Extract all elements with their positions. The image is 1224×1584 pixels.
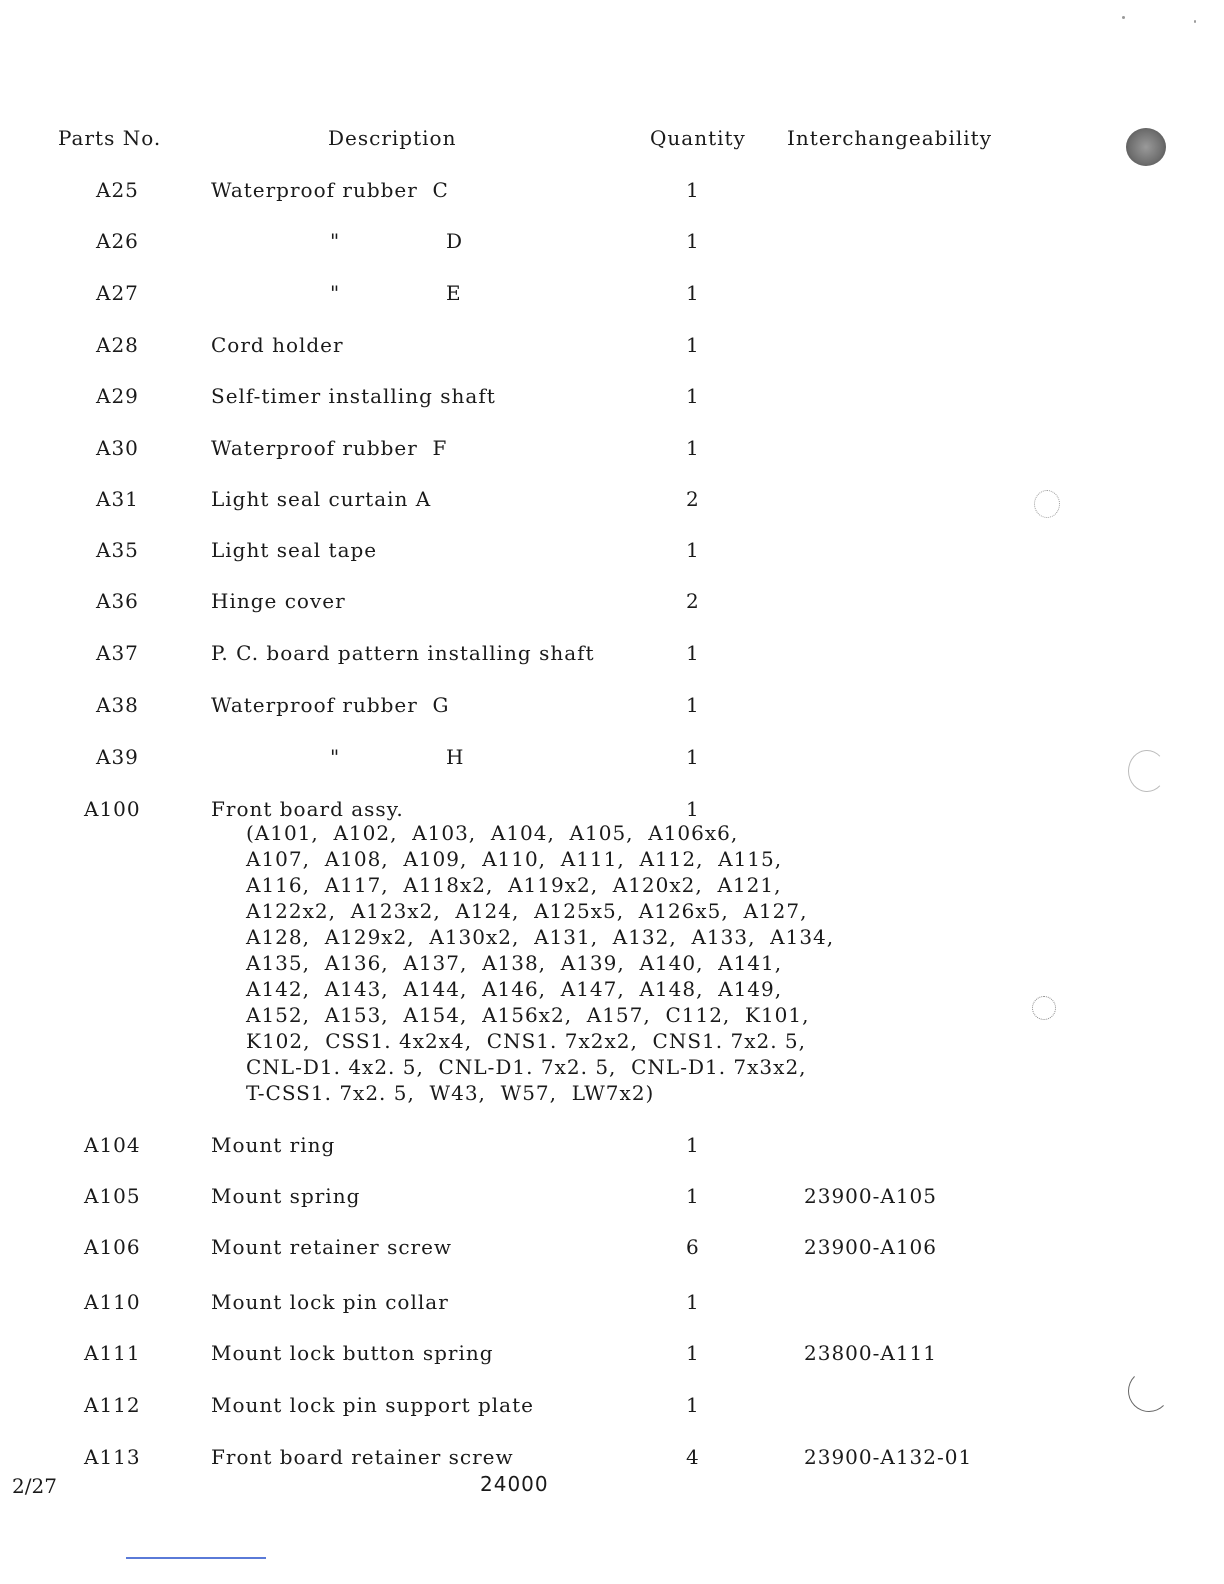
- table-row: [0, 1235, 1224, 1265]
- component-line: A128, A129x2, A130x2, A131, A132, A133, A134,: [246, 925, 835, 949]
- bottom-rule-line: [126, 1557, 266, 1559]
- part-quantity: 1: [686, 229, 700, 253]
- part-number: A28: [96, 333, 139, 357]
- part-description: Mount lock button spring: [211, 1341, 494, 1365]
- table-row: [0, 1445, 1224, 1475]
- punch-hole-mark: [1126, 128, 1166, 166]
- part-description: Waterproof rubber G: [211, 693, 450, 717]
- part-description: Light seal tape: [211, 538, 378, 562]
- part-quantity: 1: [686, 1184, 700, 1208]
- component-line: A116, A117, A118x2, A119x2, A120x2, A121,: [246, 873, 782, 897]
- part-quantity: 1: [686, 384, 700, 408]
- table-row: [0, 384, 1224, 414]
- interchangeability-code: 23800-A111: [804, 1341, 937, 1365]
- table-row: [0, 641, 1224, 671]
- page-number: 2/27: [12, 1474, 57, 1498]
- component-line: A152, A153, A154, A156x2, A157, C112, K101,: [246, 1003, 810, 1027]
- part-quantity: 1: [686, 333, 700, 357]
- table-row: [0, 178, 1224, 208]
- part-number: A31: [96, 487, 139, 511]
- punch-hole-mark: [1128, 1370, 1170, 1412]
- scan-speck: [1122, 16, 1125, 19]
- part-quantity: 1: [686, 1133, 700, 1157]
- part-number: A36: [96, 589, 139, 613]
- part-number: A100: [84, 797, 141, 821]
- header-interchangeability: Interchangeability: [787, 126, 992, 150]
- part-number: A39: [96, 745, 139, 769]
- part-number: A37: [96, 641, 139, 665]
- part-number: A111: [84, 1341, 141, 1365]
- part-number: A29: [96, 384, 139, 408]
- part-quantity: 2: [686, 589, 700, 613]
- table-row: [0, 745, 1224, 775]
- part-quantity: 1: [686, 1341, 700, 1365]
- component-line: A122x2, A123x2, A124, A125x5, A126x5, A127,: [246, 899, 808, 923]
- table-row: [0, 589, 1224, 619]
- table-row: [0, 538, 1224, 568]
- component-line: T-CSS1. 7x2. 5, W43, W57, LW7x2): [246, 1081, 655, 1105]
- part-quantity: 1: [686, 745, 700, 769]
- part-description: Waterproof rubber F: [211, 436, 448, 460]
- component-line: A107, A108, A109, A110, A111, A112, A115,: [246, 847, 783, 871]
- table-row: [0, 1341, 1224, 1371]
- component-line: K102, CSS1. 4x2x4, CNS1. 7x2x2, CNS1. 7x2. 5,: [246, 1029, 807, 1053]
- part-quantity: 1: [686, 797, 700, 821]
- part-description: Self-timer installing shaft: [211, 384, 496, 408]
- part-number: A112: [84, 1393, 141, 1417]
- punch-hole-mark: [1034, 490, 1060, 518]
- part-description: Mount ring: [211, 1133, 336, 1157]
- part-description: Cord holder: [211, 333, 344, 357]
- part-description: Waterproof rubber C: [211, 178, 449, 202]
- model-number: 24000: [480, 1472, 549, 1496]
- component-line: (A101, A102, A103, A104, A105, A106x6,: [246, 821, 739, 845]
- ditto-mark: ": [330, 229, 341, 253]
- part-number: A110: [84, 1290, 141, 1314]
- part-description: Mount retainer screw: [211, 1235, 453, 1259]
- part-quantity: 6: [686, 1235, 700, 1259]
- header-description: Description: [328, 126, 457, 150]
- table-row: [0, 229, 1224, 259]
- part-number: A30: [96, 436, 139, 460]
- scan-speck: [1194, 20, 1196, 23]
- part-description: P. C. board pattern installing shaft: [211, 641, 595, 665]
- part-number: A105: [84, 1184, 141, 1208]
- part-description: Light seal curtain A: [211, 487, 432, 511]
- part-description: Hinge cover: [211, 589, 346, 613]
- part-quantity: 1: [686, 281, 700, 305]
- part-quantity: 1: [686, 1393, 700, 1417]
- part-quantity: 1: [686, 538, 700, 562]
- part-number: A104: [84, 1133, 141, 1157]
- part-quantity: 4: [686, 1445, 700, 1469]
- interchangeability-code: 23900-A105: [804, 1184, 937, 1208]
- part-description-suffix: H: [446, 745, 465, 769]
- part-quantity: 1: [686, 641, 700, 665]
- part-quantity: 1: [686, 436, 700, 460]
- punch-hole-mark: [1128, 750, 1166, 792]
- table-row: [0, 436, 1224, 466]
- table-row: [0, 1393, 1224, 1423]
- part-description: Mount lock pin collar: [211, 1290, 449, 1314]
- table-row: [0, 281, 1224, 311]
- front-board-component-list: [246, 820, 834, 1106]
- header-parts-no: Parts No.: [58, 126, 162, 150]
- part-quantity: 2: [686, 487, 700, 511]
- punch-hole-mark: [1032, 996, 1056, 1020]
- component-line: A142, A143, A144, A146, A147, A148, A149,: [246, 977, 783, 1001]
- part-quantity: 1: [686, 178, 700, 202]
- part-number: A38: [96, 693, 139, 717]
- part-number: A26: [96, 229, 139, 253]
- part-description: Mount spring: [211, 1184, 361, 1208]
- table-row: [0, 1290, 1224, 1320]
- part-quantity: 1: [686, 1290, 700, 1314]
- table-row: [0, 693, 1224, 723]
- part-quantity: 1: [686, 693, 700, 717]
- component-line: CNL-D1. 4x2. 5, CNL-D1. 7x2. 5, CNL-D1. 7x3x2,: [246, 1055, 807, 1079]
- part-number: A27: [96, 281, 139, 305]
- table-row: [0, 1184, 1224, 1214]
- part-number: A35: [96, 538, 139, 562]
- part-description: Front board retainer screw: [211, 1445, 514, 1469]
- part-description-suffix: E: [446, 281, 462, 305]
- table-row: [0, 1133, 1224, 1163]
- part-number: A25: [96, 178, 139, 202]
- interchangeability-code: 23900-A106: [804, 1235, 937, 1259]
- interchangeability-code: 23900-A132-01: [804, 1445, 973, 1469]
- header-quantity: Quantity: [650, 126, 746, 150]
- table-row: [0, 333, 1224, 363]
- ditto-mark: ": [330, 745, 341, 769]
- part-number: A106: [84, 1235, 141, 1259]
- part-number: A113: [84, 1445, 141, 1469]
- part-description: Mount lock pin support plate: [211, 1393, 534, 1417]
- part-description-suffix: D: [446, 229, 464, 253]
- ditto-mark: ": [330, 281, 341, 305]
- part-description: Front board assy.: [211, 797, 404, 821]
- component-line: A135, A136, A137, A138, A139, A140, A141,: [246, 951, 783, 975]
